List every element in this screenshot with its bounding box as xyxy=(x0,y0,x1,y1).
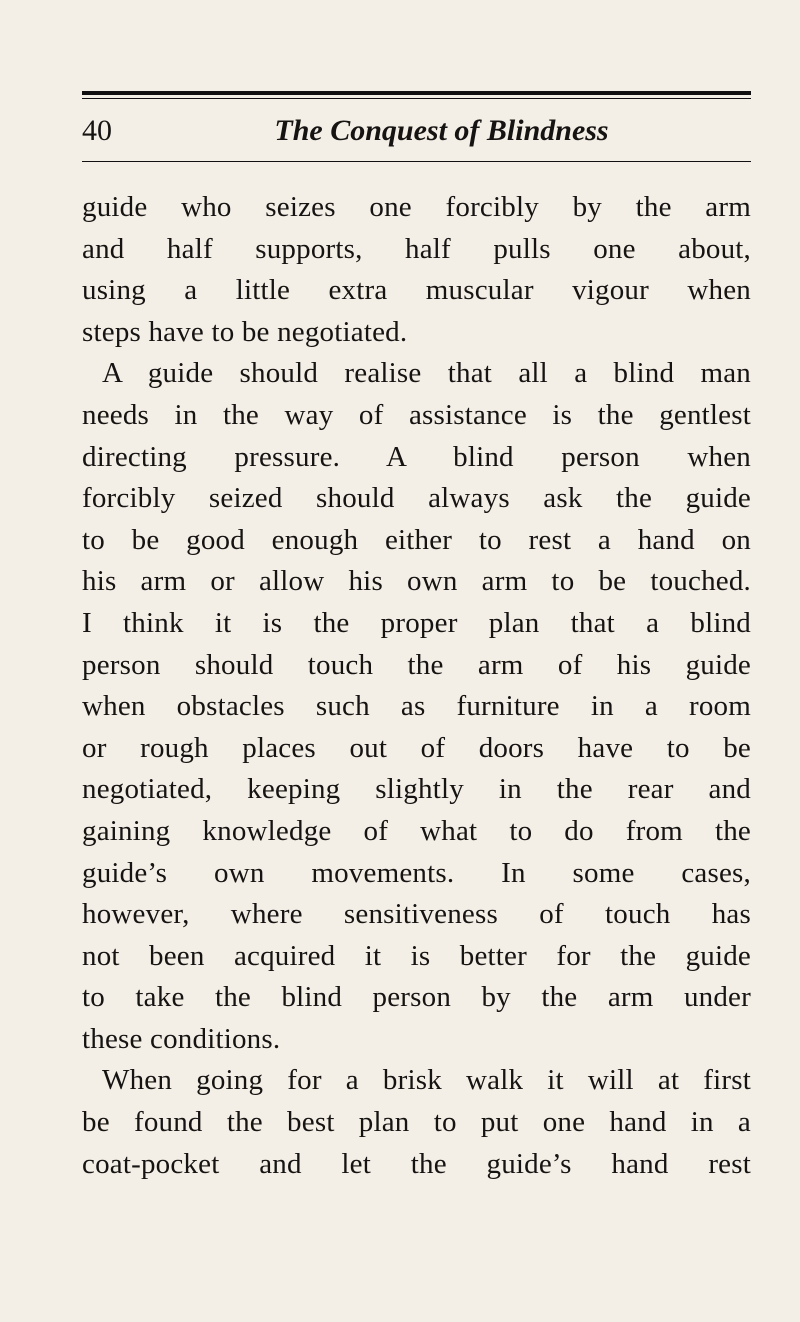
text-line-1: guide who seizes one forcibly by the arm xyxy=(82,191,751,223)
text-line-3: using a little extra muscular vigour when xyxy=(82,274,751,307)
text-line-16: gaining knowledge of what to do from the xyxy=(82,814,751,847)
running-title: The Conquest of Blindness xyxy=(274,114,609,147)
text-line-10: his arm or allow his own arm to be touched. xyxy=(82,565,751,598)
text-line-2: and half supports, half pulls one about, xyxy=(82,232,751,265)
text-line-23: be found the best plan to put one hand in a xyxy=(82,1106,751,1139)
text-line-15: negotiated, keeping slightly in the rear and xyxy=(82,773,751,806)
text-line-24: coat-pocket and let the guide’s hand rest xyxy=(82,1147,751,1180)
text-line-20: to take the blind person by the arm under xyxy=(82,981,751,1014)
page-number: 40 xyxy=(82,114,112,147)
text-line-9: to be good enough either to rest a hand on xyxy=(82,523,751,556)
text-line-5: A guide should realise that all a blind man xyxy=(102,357,751,390)
text-line-7: directing pressure. A blind person when xyxy=(82,440,751,473)
text-line-18: however, where sensitiveness of touch has xyxy=(82,898,751,931)
header-rule xyxy=(82,161,751,162)
text-line-14: or rough places out of doors have to be xyxy=(82,731,751,764)
text-line-19: not been acquired it is better for the guide xyxy=(82,939,751,972)
page-header xyxy=(82,116,751,156)
body-text xyxy=(82,187,751,1187)
text-line-12: person should touch the arm of his guide xyxy=(82,648,751,681)
text-line-13: when obstacles such as furniture in a room xyxy=(82,690,751,723)
text-line-6: needs in the way of assistance is the gentlest xyxy=(82,398,751,431)
text-line-21: these conditions. xyxy=(82,1022,281,1055)
text-line-8: forcibly seized should always ask the guide xyxy=(82,482,751,515)
text-line-4: steps have to be negotiated. xyxy=(82,315,408,348)
text-line-17: guide’s own movements. In some cases, xyxy=(82,856,751,889)
text-line-11: I think it is the proper plan that a blind xyxy=(82,606,751,639)
top-double-rule xyxy=(82,91,751,95)
text-line-22: When going for a brisk walk it will at first xyxy=(102,1064,751,1097)
